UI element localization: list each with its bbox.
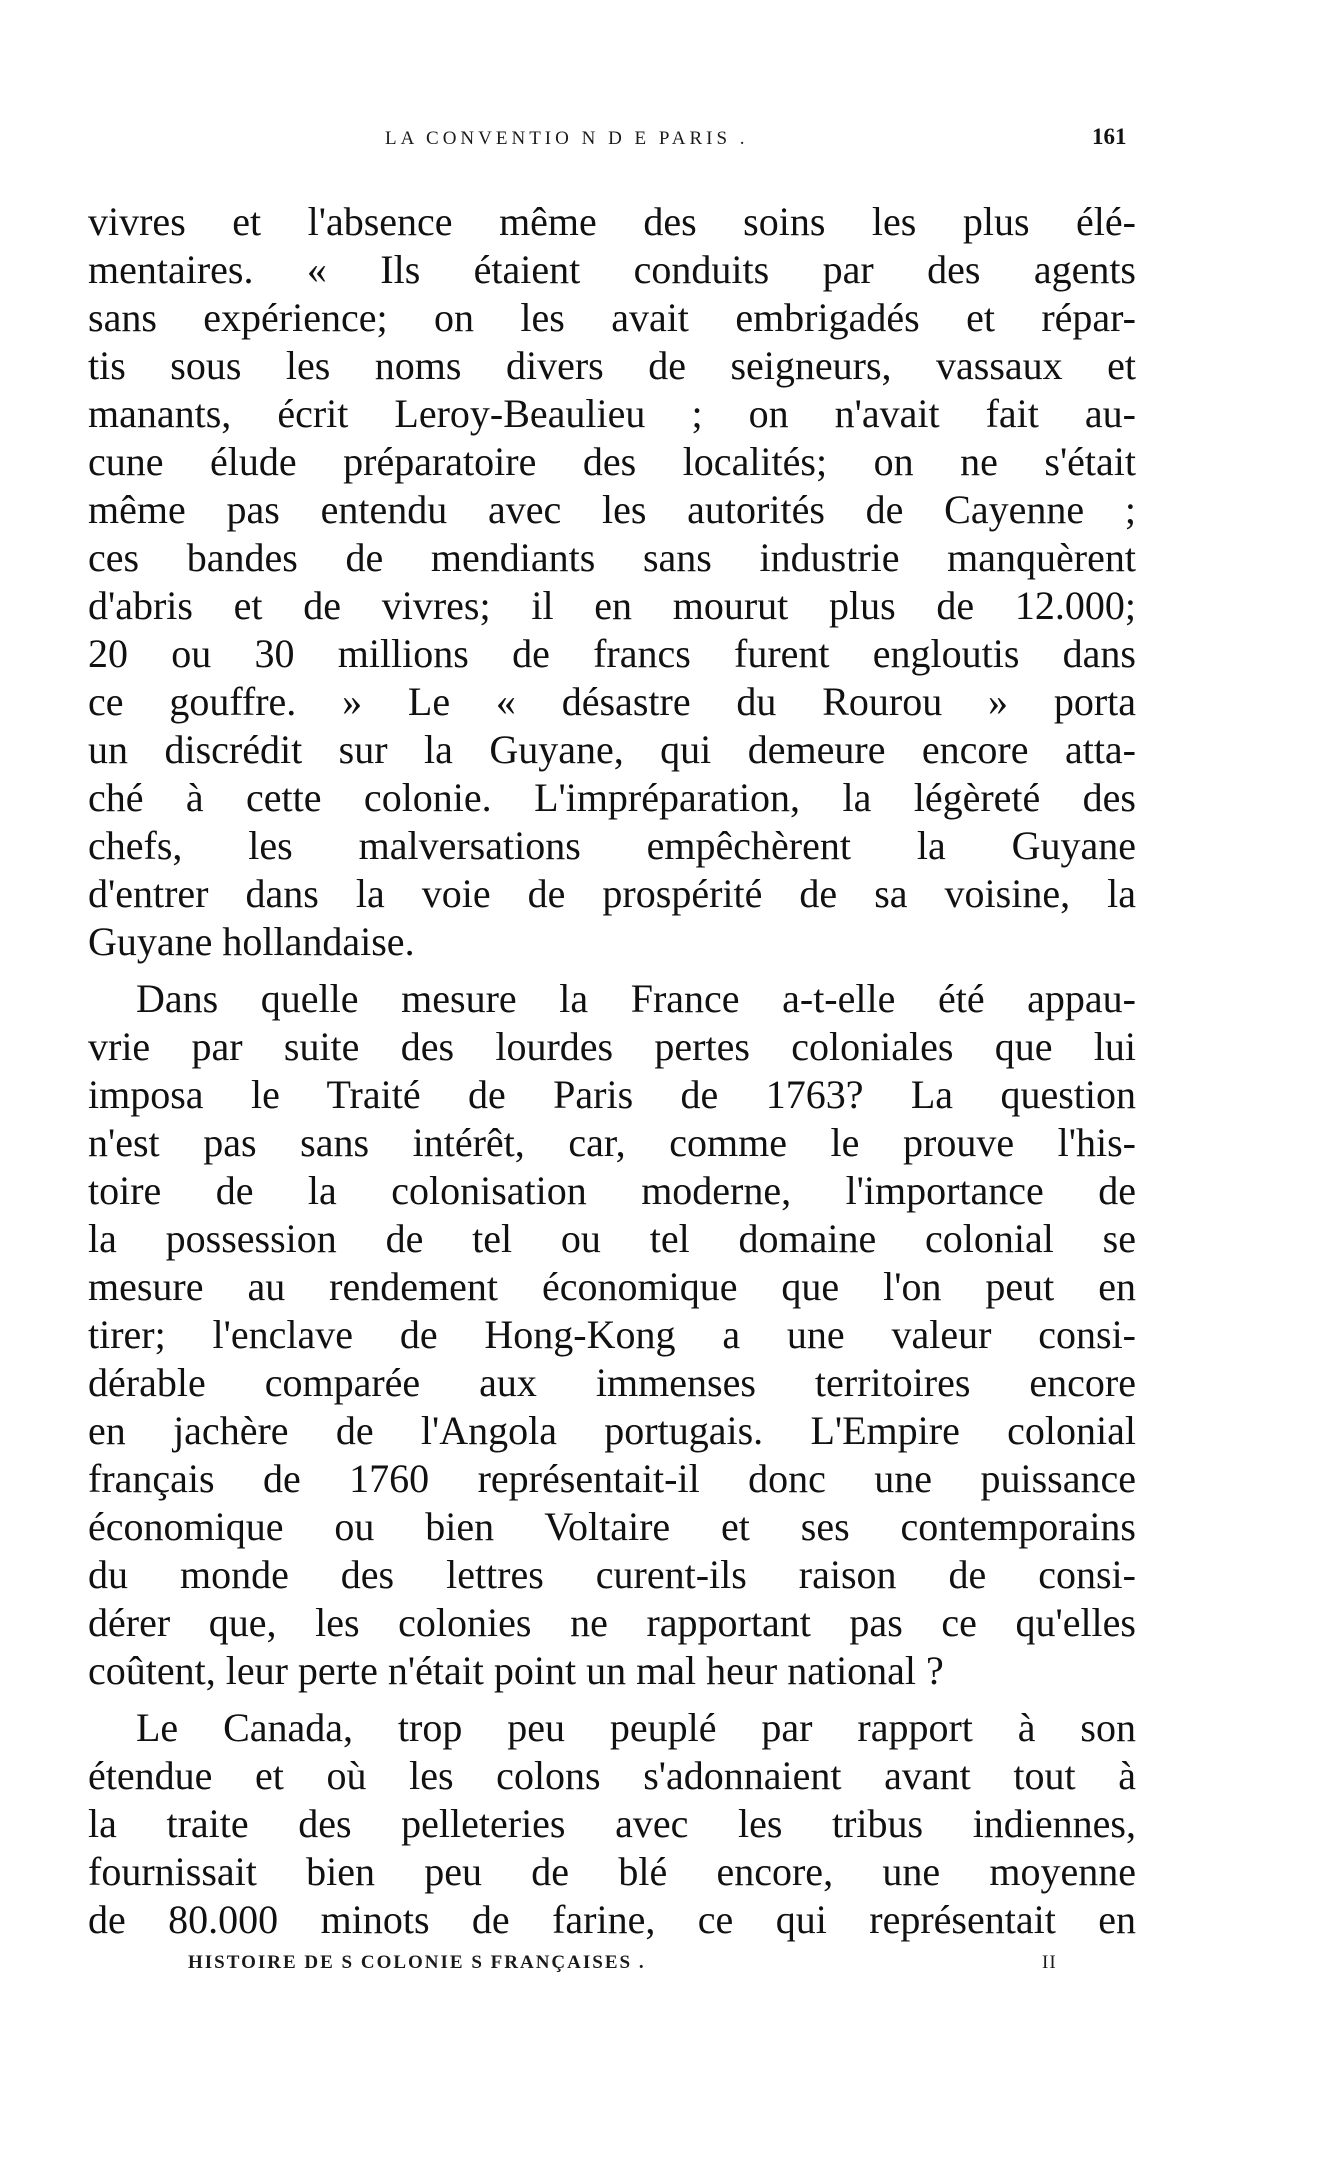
text-line: Le Canada, trop peu peuplé par rapport à son — [136, 1705, 1136, 1750]
text-line: Dans quelle mesure la France a-t-elle été appau- — [136, 976, 1136, 1021]
text-line: étendue et où les colons s'adonnaient avant tout à — [88, 1753, 1136, 1798]
text-line: ché à cette colonie. L'impréparation, la légèreté des — [88, 775, 1136, 820]
text-line: imposa le Traité de Paris de 1763? La question — [88, 1072, 1136, 1117]
printer-signature: HISTOIRE DE S COLONIE S FRANÇAISES . — [188, 1952, 646, 1973]
paragraph — [88, 198, 1136, 966]
text-line: vivres et l'absence même des soins les plus élé- — [88, 199, 1136, 244]
text-line: coûtent, leur perte n'était point un mal heur national ? — [88, 1648, 944, 1693]
text-line: dérable comparée aux immenses territoires encore — [88, 1360, 1136, 1405]
text-line: dérer que, les colonies ne rapportant pas ce qu'elles — [88, 1600, 1136, 1645]
text-line: d'entrer dans la voie de prospérité de sa voisine, la — [88, 871, 1136, 916]
text-line: n'est pas sans intérêt, car, comme le prouve l'his- — [88, 1120, 1136, 1165]
text-line: un discrédit sur la Guyane, qui demeure encore atta- — [88, 727, 1136, 772]
paragraph — [88, 1704, 1136, 1944]
text-line: 20 ou 30 millions de francs furent engloutis dans — [88, 631, 1136, 676]
running-head-title: LA CONVENTIO N D E PARIS . — [385, 128, 749, 149]
text-line: manants, écrit Leroy-Beaulieu ; on n'avait fait au- — [88, 391, 1136, 436]
text-line: du monde des lettres curent-ils raison de consi- — [88, 1552, 1136, 1597]
text-line: cune élude préparatoire des localités; on ne s'était — [88, 439, 1136, 484]
text-line: ce gouffre. » Le « désastre du Rourou » porta — [88, 679, 1136, 724]
text-line: Guyane hollandaise. — [88, 919, 415, 964]
text-line: ces bandes de mendiants sans industrie manquèrent — [88, 535, 1136, 580]
text-line: la traite des pelleteries avec les tribus indiennes, — [88, 1801, 1136, 1846]
text-line: français de 1760 représentait-il donc une puissance — [88, 1456, 1136, 1501]
signature-number: II — [1042, 1952, 1057, 1973]
body-text — [88, 198, 1136, 1944]
text-line: d'abris et de vivres; il en mourut plus de 12.000; — [88, 583, 1136, 628]
text-line: en jachère de l'Angola portugais. L'Empire colonial — [88, 1408, 1136, 1453]
text-line: sans expérience; on les avait embrigadés et répar- — [88, 295, 1136, 340]
text-line: tis sous les noms divers de seigneurs, vassaux et — [88, 343, 1136, 388]
text-line: même pas entendu avec les autorités de Cayenne ; — [88, 487, 1136, 532]
text-line: vrie par suite des lourdes pertes coloniales que lui — [88, 1024, 1136, 1069]
text-line: tirer; l'enclave de Hong-Kong a une valeur consi- — [88, 1312, 1136, 1357]
paragraph-gap — [88, 1695, 1136, 1704]
page-number: 161 — [1092, 124, 1127, 149]
text-line: mesure au rendement économique que l'on peut en — [88, 1264, 1136, 1309]
text-line: toire de la colonisation moderne, l'importance de — [88, 1168, 1136, 1213]
text-line: la possession de tel ou tel domaine colonial se — [88, 1216, 1136, 1261]
text-line: chefs, les malversations empêchèrent la Guyane — [88, 823, 1136, 868]
text-line: mentaires. « Ils étaient conduits par des agents — [88, 247, 1136, 292]
paragraph — [88, 975, 1136, 1695]
text-line: fournissait bien peu de blé encore, une moyenne — [88, 1849, 1136, 1894]
text-line: économique ou bien Voltaire et ses contemporains — [88, 1504, 1136, 1549]
paragraph-gap — [88, 966, 1136, 975]
text-line: de 80.000 minots de farine, ce qui représentait en — [88, 1897, 1136, 1942]
